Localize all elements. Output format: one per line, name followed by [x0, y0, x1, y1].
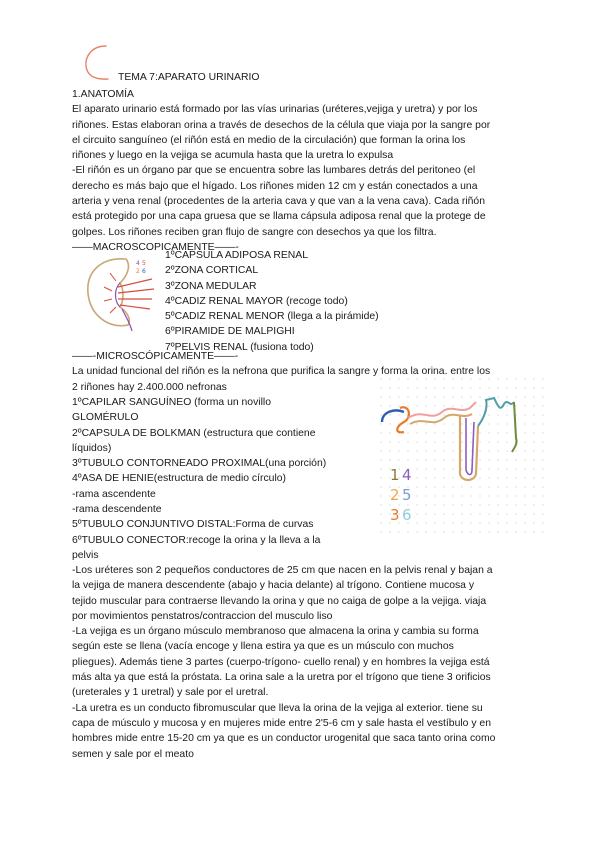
list-item: 1ºCAPILAR SANGUÍNEO (forma un novillo	[72, 397, 271, 408]
paragraph-1: El aparato urinario está formado por las vías urinarias (uréteres,vejiga y uretra) y por los riñones. Estas elaboran orina a través de desechos de la célula que viaja por la sangre por el circuito sanguíneo (el riñón está en medio de la circulación) que forman la orina los riñones y luego en la vejiga se acumula hasta que la uretra lo expulsa	[72, 104, 491, 162]
list-item: GLOMÉRULO	[72, 412, 139, 424]
paragraph-urethra: -La uretra es un conducto fibromuscular que lleva la orina de la vejiga al exterior. tiene su capa de músculo y mucosa y en mujeres mide entre 2'5-6 cm y sale hasta el vestíbulo y en hombres mide entre 15-20 cm ya que es un conductor urogenital que saca tanto orina como semen y sale por el meato	[72, 702, 496, 760]
sketch-label: 1	[390, 466, 400, 484]
list-item: 6ºPIRAMIDE DE MALPIGHI	[165, 326, 295, 338]
list-item: 4ºCADIZ RENAL MAYOR (recoge todo)	[165, 295, 348, 307]
macro-heading: ——MACROSCOPICAMENTE——-	[72, 241, 239, 253]
paragraph-2: -El riñón es un órgano par que se encuentra sobre las lumbares detrás del peritoneo (el derecho es más bajo que el hígado. Los riñones miden 12 cm y están conectados a una arteria y vena renal (procedentes de la arteria cava y que van a la vena cava). Cada riñón está protegido por una capa gruesa que se llama cápsula adiposa renal que la protege de golpes. Los riñones reciben gran flujo de sangre con desechos ya que los filtra.	[72, 165, 486, 238]
sketch-label: 3	[390, 506, 400, 524]
list-item: 2ºCAPSULA DE BOLKMAN (estructura que contiene	[72, 427, 316, 439]
sketch-label: 6	[402, 506, 412, 524]
list-item: 2ºZONA CORTICAL	[165, 265, 259, 277]
list-item: 7ºPELVIS RENAL (fusiona todo)	[165, 341, 314, 353]
logo-curve-icon	[82, 42, 112, 84]
nephron-sketch	[380, 378, 550, 533]
macro-list	[165, 248, 379, 355]
list-item: 1ºCAPSULA ADIPOSA RENAL	[165, 250, 308, 261]
svg-text:2: 2	[136, 268, 140, 275]
list-item: -rama ascendente	[72, 488, 156, 500]
list-item: 3ºZONA MEDULAR	[165, 280, 257, 292]
page-title: TEMA 7:APARATO URINARIO	[118, 72, 260, 83]
list-item: -rama descendente	[72, 504, 162, 516]
svg-text:4: 4	[136, 260, 140, 267]
micro-intro: La unidad funcional del riñón es la nefrona que purifica la sangre y forma la orina. entre los 2 riñones hay 2.400.000 nefronas	[72, 366, 491, 393]
section-heading: 1.ANATOMÍA	[72, 89, 134, 100]
list-item: 4ºASA DE HENIE(estructura de medio círculo)	[72, 473, 286, 485]
paragraph-bladder: -La vejiga es un órgano músculo membranoso que almacena la orina y cambia su forma según este se llena (vacía encoge y llena estira ya que es un músculo con muchos pliegues). Además tiene 3 partes (cuerpo-trígono- cuello renal) y en hombres la vejiga está más alta ya que está la próstata. La orina sale a la uretra por el trígono que tiene 3 orificios (ureterales y 1 uretral) y sale por el uretral.	[72, 626, 491, 699]
sketch-label: 2	[390, 486, 400, 504]
kidney-diagram	[80, 253, 160, 333]
list-item: líquidos)	[72, 442, 112, 454]
list-item: 6ºTUBULO CONECTOR:recoge la orina y la lleva a la	[72, 534, 321, 546]
svg-text:6: 6	[142, 268, 146, 275]
list-item: pelvis	[72, 549, 99, 561]
micro-heading: ——-MICROSCÓPICAMENTE——-	[72, 351, 239, 362]
svg-text:5: 5	[142, 260, 146, 267]
sketch-label: 4	[402, 466, 412, 484]
sketch-label: 5	[402, 486, 412, 504]
micro-list	[72, 395, 327, 563]
paragraph-ureters: -Los uréteres son 2 pequeños conductores de 25 cm que nacen en la pelvis renal y bajan a la vejiga de manera descendente (abajo y hacia delante) al trígono. Contiene mucosa y tejido muscular para contraerse llevando la orina y que no caiga de golpe a la vejiga. viaja por movimientos penstatros/contraccion del musculo liso	[72, 565, 493, 622]
list-item: 5ºTUBULO CONJUNTIVO DISTAL:Forma de curvas	[72, 519, 314, 531]
list-item: 5ºCADIZ RENAL MENOR (llega a la pirámide)	[165, 311, 379, 323]
list-item: 3ºTUBULO CONTORNEADO PROXIMAL(una porción)	[72, 458, 327, 470]
